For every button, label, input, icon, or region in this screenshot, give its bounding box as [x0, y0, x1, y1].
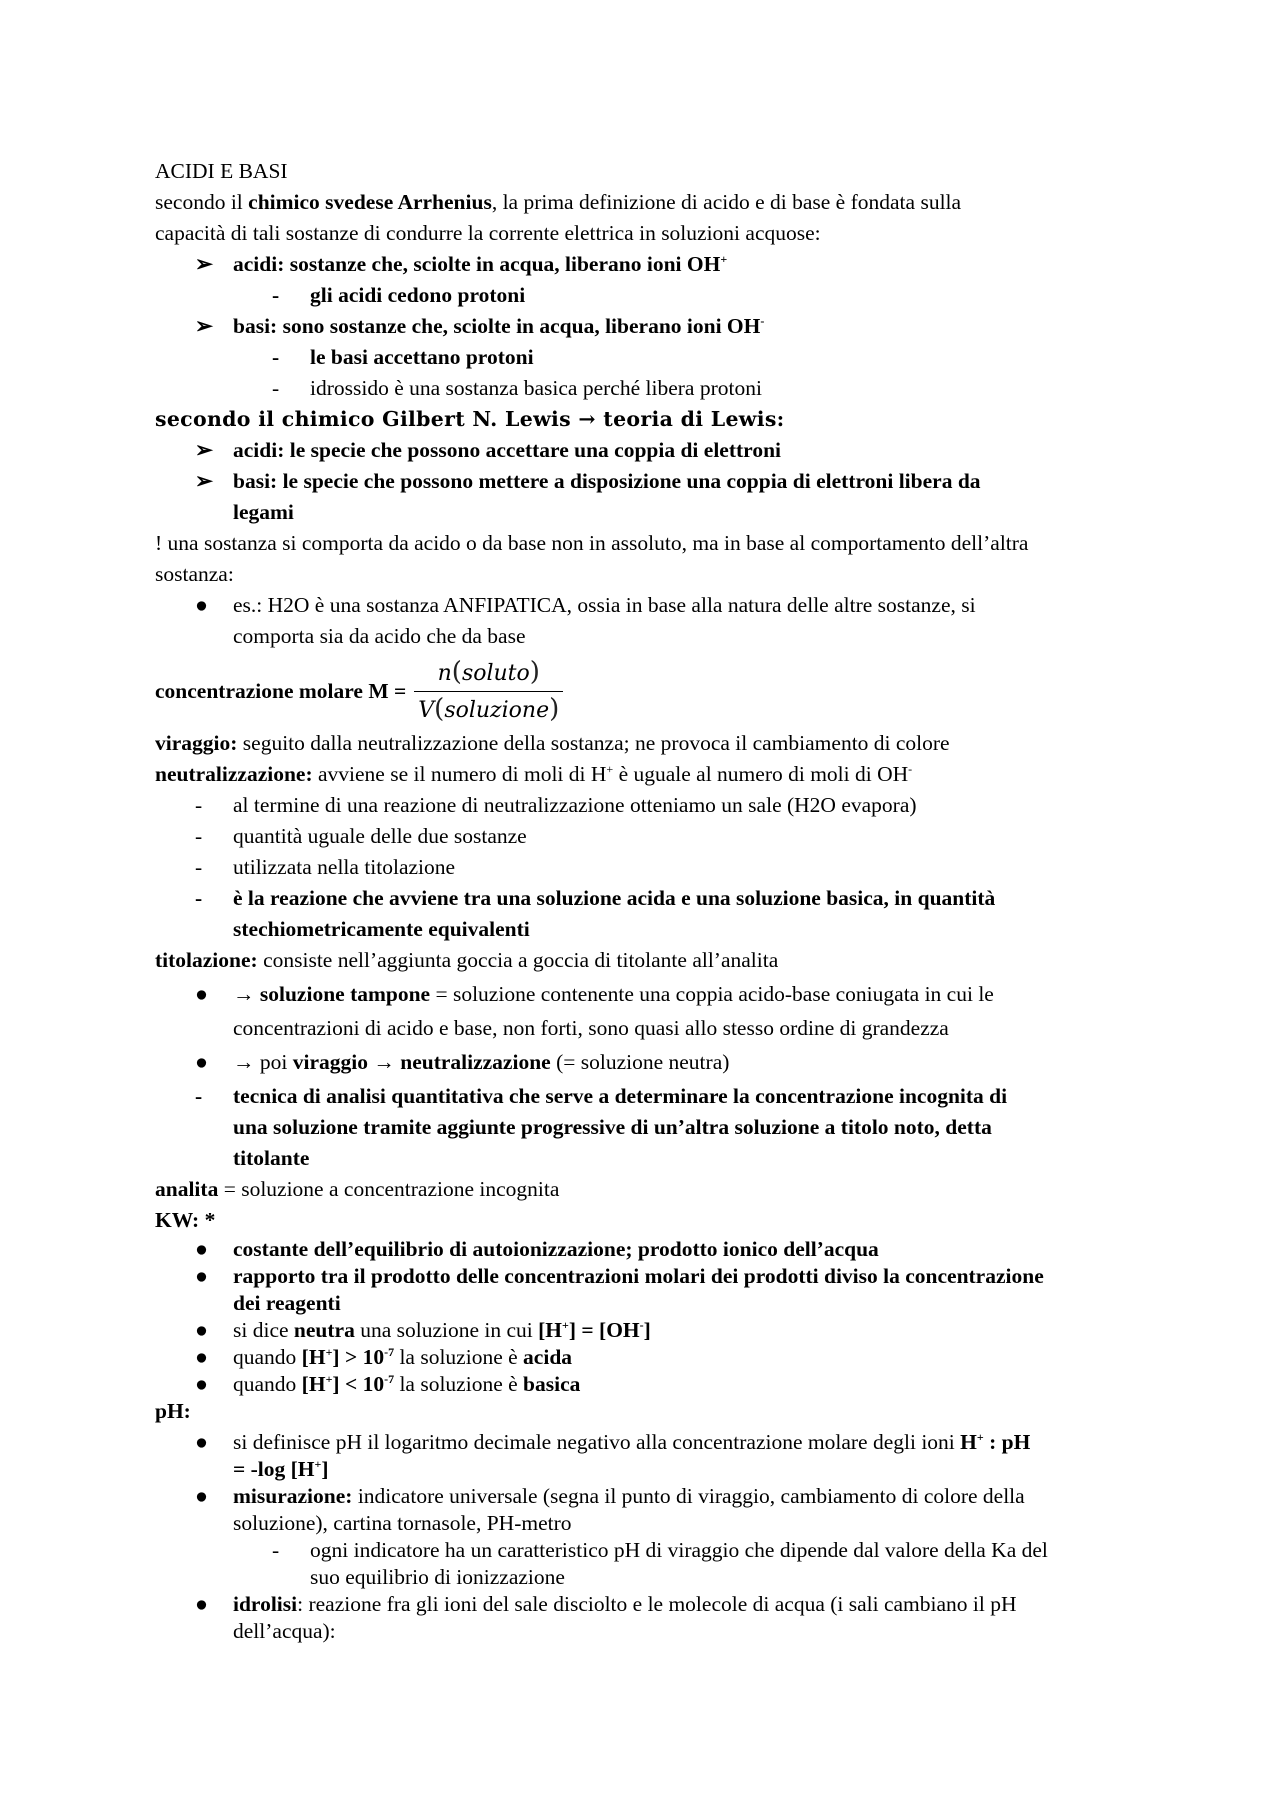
term-label: titolazione:: [155, 948, 258, 972]
text: es.: H2O è una sostanza ANFIPATICA, ossia in base alla natura delle altre sostanze, si: [233, 593, 976, 617]
arrhenius-intro-line2: capacità di tali sostanze di condurre la corrente elettrica in soluzioni acquose:: [155, 221, 821, 245]
bullet-icon: ●: [195, 1318, 208, 1342]
text: → poi: [233, 1050, 293, 1074]
arrhenius-acidi-sub: [155, 280, 1145, 311]
arrhenius-name: chimico svedese Arrhenius: [248, 190, 492, 214]
titolazione-tampone-cont: [155, 1013, 1145, 1044]
text: = soluzione a concentrazione incognita: [218, 1177, 560, 1201]
ph-misurazione-cont: [155, 1510, 1145, 1537]
text: ]: [643, 1318, 651, 1342]
term-label: misurazione:: [233, 1484, 353, 1508]
text: utilizzata nella titolazione: [233, 855, 456, 879]
text: comporta sia da acido che da base: [233, 624, 526, 648]
text: V: [418, 697, 435, 723]
bullet-icon: ●: [195, 593, 208, 617]
dash-bullet-icon: -: [195, 1084, 203, 1108]
text: consiste nell’aggiunta goccia a goccia di titolante all’analita: [257, 948, 779, 972]
ph-misurazione-sub: [155, 1537, 1145, 1564]
term-label: analita: [155, 1177, 219, 1201]
superscript: -7: [384, 1372, 395, 1386]
paren: ): [529, 656, 540, 687]
ph-misurazione-item: [155, 1483, 1145, 1510]
text: dell’acqua):: [233, 1619, 336, 1643]
text: la soluzione è: [394, 1372, 524, 1396]
kw-heading: KW: *: [155, 1208, 216, 1232]
term-label: idrolisi: [233, 1592, 298, 1616]
fraction-denominator: [414, 691, 563, 726]
lewis-heading: secondo il chimico Gilbert N. Lewis → teoria di Lewis:: [155, 407, 785, 431]
titolazione-tecnica-item: [155, 1081, 1145, 1112]
lewis-acidi-item: [155, 435, 1145, 466]
term-label: neutralizzazione: [400, 1050, 551, 1074]
titolazione-poi-item: [155, 1047, 1145, 1078]
text: legami: [233, 500, 294, 524]
ph-definition-cont: [155, 1456, 1145, 1483]
text: gli acidi cedono protoni: [310, 283, 526, 307]
dash-bullet-icon: -: [195, 824, 203, 848]
note-example-cont: [155, 621, 1145, 652]
text: una soluzione tramite aggiunte progressive di un’altra soluzione a titolo noto, detta: [233, 1115, 992, 1139]
arrhenius-basi-sub1: [155, 342, 1145, 373]
bullet-icon: ●: [195, 1345, 208, 1369]
dash-bullet-icon: -: [195, 855, 203, 879]
arrow-icon: →: [367, 1050, 401, 1074]
text: rapporto tra il prodotto delle concentrazioni molari dei prodotti diviso la concentrazione: [233, 1264, 1044, 1288]
lewis-basi-item-cont: [155, 497, 1145, 528]
term-label: neutra: [293, 1318, 355, 1342]
text: secondo il: [155, 190, 249, 214]
text: al termine di una reazione di neutralizzazione otteniamo un sale (H2O evapora): [233, 793, 917, 817]
arrow-bullet-icon: ➢: [195, 438, 214, 462]
page-title: ACIDI E BASI: [155, 159, 288, 183]
neutralizzazione-definition: [155, 759, 1145, 790]
text: [H: [538, 1318, 563, 1342]
fraction: [414, 657, 563, 726]
neutralizzazione-item: [155, 852, 1145, 883]
text: quantità uguale delle due sostanze: [233, 824, 527, 848]
dash-bullet-icon: -: [272, 345, 280, 369]
text: = -log [H: [233, 1457, 315, 1481]
text: n: [437, 660, 452, 686]
text: H: [960, 1430, 977, 1454]
text: stechiometricamente equivalenti: [233, 917, 530, 941]
bullet-icon: ●: [195, 1484, 208, 1508]
text: seguito dalla neutralizzazione della sostanza; ne provoca il cambiamento di colore: [237, 731, 950, 755]
note-line2: sostanza:: [155, 562, 234, 586]
paren: (: [451, 656, 462, 687]
text: : reazione fra gli ioni del sale disciolto e le molecole di acqua (i sali cambiano il pH: [297, 1592, 1017, 1616]
analita-definition: [155, 1174, 1145, 1205]
formula-label: concentrazione molare M =: [155, 678, 407, 703]
ph-misurazione-sub-cont: [155, 1564, 1145, 1591]
kw-neutra-item: [155, 1317, 1145, 1344]
bullet-icon: ●: [195, 1592, 208, 1616]
dash-bullet-icon: -: [272, 376, 280, 400]
text: ]: [321, 1457, 329, 1481]
arrow-bullet-icon: ➢: [195, 469, 214, 493]
text: dei reagenti: [233, 1291, 341, 1315]
text: acidi: sostanze che, sciolte in acqua, liberano ioni OH: [233, 252, 721, 276]
text: tecnica di analisi quantitativa che serve a determinare la concentrazione incognita di: [233, 1084, 1008, 1108]
neutralizzazione-bold-item-cont: [155, 914, 1145, 945]
text: ogni indicatore ha un caratteristico pH di viraggio che dipende dal valore della Ka del: [310, 1538, 1048, 1562]
superscript: +: [325, 1372, 333, 1386]
text: si definisce pH il logaritmo decimale negativo alla concentrazione molare degli ioni: [233, 1430, 961, 1454]
ph-idrolisi-cont: [155, 1618, 1145, 1645]
superscript: +: [314, 1457, 322, 1471]
bullet-icon: ●: [195, 1264, 208, 1288]
text: è la reazione che avviene tra una soluzione acida e una soluzione basica, in quantità: [233, 886, 996, 910]
kw-acida-item: [155, 1344, 1145, 1371]
text: concentrazioni di acido e base, non forti, sono quasi allo stesso ordine di grandezza: [233, 1016, 949, 1040]
text: la soluzione è: [394, 1345, 524, 1369]
bullet-icon: ●: [195, 1430, 208, 1454]
arrhenius-intro: [155, 187, 1145, 218]
arrhenius-basi-item: [155, 311, 1145, 342]
superscript: -: [760, 314, 765, 328]
text: : pH: [983, 1430, 1031, 1454]
text: quando: [233, 1372, 302, 1396]
dash-bullet-icon: -: [272, 283, 280, 307]
arrhenius-basi-sub2: [155, 373, 1145, 404]
neutralizzazione-item: [155, 790, 1145, 821]
text: le basi accettano protoni: [310, 345, 534, 369]
text: acidi: le specie che possono accettare una coppia di elettroni: [233, 438, 781, 462]
note-line1: ! una sostanza si comporta da acido o da base non in assoluto, ma in base al comportamento dell’altra: [155, 531, 1029, 555]
term-label: viraggio: [292, 1050, 368, 1074]
superscript: -: [639, 1318, 644, 1332]
text: una soluzione in cui: [354, 1318, 539, 1342]
text: soluzione: [444, 697, 550, 723]
bullet-icon: ●: [195, 982, 208, 1006]
titolazione-tecnica-cont: [155, 1143, 1145, 1174]
titolazione-tecnica-cont: [155, 1112, 1145, 1143]
term-label: viraggio:: [155, 731, 238, 755]
text: è uguale al numero di moli di OH: [613, 762, 909, 786]
text: costante dell’equilibrio di autoionizzazione; prodotto ionico dell’acqua: [233, 1237, 879, 1261]
text: ] < 10: [332, 1372, 385, 1396]
molar-concentration-formula: [155, 654, 1145, 728]
text: idrossido è una sostanza basica perché libera protoni: [310, 376, 762, 400]
kw-item: [155, 1236, 1145, 1263]
superscript: +: [325, 1345, 333, 1359]
titolazione-tampone-item: [155, 979, 1145, 1010]
text: avviene se il numero di moli di H: [312, 762, 607, 786]
kw-item-cont: [155, 1290, 1145, 1317]
text: = soluzione contenente una coppia acido-base coniugata in cui le: [430, 982, 994, 1006]
text: [H: [301, 1372, 326, 1396]
document-content: [155, 156, 1145, 1645]
bullet-icon: ●: [195, 1372, 208, 1396]
superscript: +: [562, 1318, 569, 1332]
dash-bullet-icon: -: [272, 1538, 280, 1562]
text: suo equilibrio di ionizzazione: [310, 1565, 565, 1589]
superscript: -: [908, 762, 913, 776]
text: ] > 10: [332, 1345, 385, 1369]
bullet-icon: ●: [195, 1050, 208, 1074]
arrow-bullet-icon: ➢: [195, 314, 214, 338]
text: si dice: [233, 1318, 294, 1342]
viraggio-definition: [155, 728, 1145, 759]
arrow-icon: →: [233, 982, 260, 1006]
dash-bullet-icon: -: [195, 793, 203, 817]
text: basi: le specie che possono mettere a disposizione una coppia di elettroni libera da: [233, 469, 981, 493]
text: soluto: [461, 660, 530, 686]
fraction-numerator: [430, 657, 548, 691]
neutralizzazione-bold-item: [155, 883, 1145, 914]
text: quando: [233, 1345, 302, 1369]
text: [H: [301, 1345, 326, 1369]
superscript: -7: [384, 1345, 395, 1359]
text: , la prima definizione di acido e di base è fondata sulla: [491, 190, 962, 214]
paren: (: [434, 693, 445, 724]
ph-idrolisi-item: [155, 1591, 1145, 1618]
superscript: +: [976, 1430, 984, 1444]
text: ] = [OH: [568, 1318, 640, 1342]
kw-item: [155, 1263, 1145, 1290]
arrow-bullet-icon: ➢: [195, 252, 214, 276]
note-example-item: [155, 590, 1145, 621]
term-label: acida: [523, 1345, 573, 1369]
term-label: basica: [523, 1372, 581, 1396]
kw-basica-item: [155, 1371, 1145, 1398]
term-label: soluzione tampone: [259, 982, 431, 1006]
lewis-basi-item: [155, 466, 1145, 497]
paren: ): [549, 693, 560, 724]
neutralizzazione-item: [155, 821, 1145, 852]
text: basi: sono sostanze che, sciolte in acqua, liberano ioni OH: [233, 314, 761, 338]
arrhenius-acidi-item: [155, 249, 1145, 280]
superscript: +: [720, 252, 728, 266]
text: soluzione), cartina tornasole, PH-metro: [233, 1511, 572, 1535]
text: indicatore universale (segna il punto di viraggio, cambiamento di colore della: [352, 1484, 1025, 1508]
dash-bullet-icon: -: [195, 886, 203, 910]
text: (= soluzione neutra): [550, 1050, 730, 1074]
superscript: +: [606, 762, 614, 776]
ph-heading: pH:: [155, 1399, 191, 1423]
titolazione-definition: [155, 945, 1145, 976]
bullet-icon: ●: [195, 1237, 208, 1261]
ph-definition-item: [155, 1429, 1145, 1456]
text: titolante: [233, 1146, 310, 1170]
term-label: neutralizzazione:: [155, 762, 313, 786]
